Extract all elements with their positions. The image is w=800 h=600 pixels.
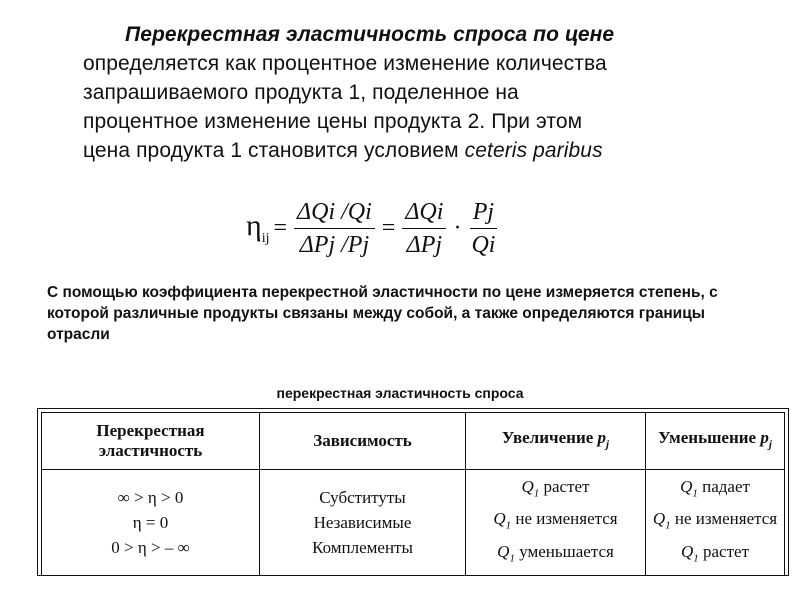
decrease-row-2: $Q_1$ не изменяется bbox=[652, 509, 778, 532]
header-dependency: Зависимость bbox=[260, 413, 466, 470]
table-caption: перекрестная эластичность спроса bbox=[276, 385, 524, 401]
fraction-3-denominator: Qi bbox=[471, 231, 496, 258]
fraction-1-denominator: ΔPj /Pj bbox=[299, 231, 370, 258]
formula-fraction-1 bbox=[294, 198, 375, 259]
cell-dependency bbox=[260, 470, 466, 576]
intro-line-lead bbox=[83, 20, 783, 49]
table-header-row bbox=[42, 413, 785, 470]
elasticity-formula bbox=[246, 188, 546, 268]
fraction-3-numerator: Pj bbox=[470, 198, 497, 229]
formula-equals-2: = bbox=[381, 214, 396, 241]
decrease-row-3: $Q_1$ растет bbox=[680, 541, 750, 565]
ceteris-paribus: ceteris paribus bbox=[464, 139, 603, 162]
formula-eta: $\eta_{ij}$ bbox=[246, 209, 270, 246]
header-increase: Увеличение $p_j$ bbox=[466, 413, 646, 470]
formula-dot: · bbox=[453, 214, 462, 241]
intro-line-3: процентное изменение цены продукта 2. При этом bbox=[83, 110, 583, 133]
elasticity-table-frame bbox=[37, 408, 789, 576]
intro-line-4 bbox=[83, 136, 783, 165]
header-increase-p: $p_j$ bbox=[597, 427, 610, 451]
header-decrease-p: $p_j$ bbox=[760, 427, 772, 451]
formula-equals-1: = bbox=[273, 214, 288, 241]
dependency-row-1: Субституты bbox=[319, 488, 406, 508]
intro-line-4-text: цена продукта 1 становится условием bbox=[83, 139, 459, 162]
elasticity-row-1: ∞ > η > 0 bbox=[117, 488, 184, 508]
elasticity-row-2: η = 0 bbox=[132, 513, 169, 533]
fraction-1-numerator: ΔQi /Qi bbox=[294, 198, 375, 229]
elasticity-row-3: 0 > η > – ∞ bbox=[111, 538, 190, 558]
elasticity-table bbox=[41, 412, 785, 576]
dependency-row-2: Независимые bbox=[313, 513, 412, 533]
note-paragraph: С помощью коэффициента перекрестной эластичности по цене измеряется степень, с которой различные продукты связаны между собой, а также определяются границы отрасли bbox=[47, 284, 718, 343]
header-elasticity: Перекрестная эластичность bbox=[42, 413, 260, 470]
fraction-2-numerator: ΔQi bbox=[402, 198, 446, 229]
cell-elasticity bbox=[42, 470, 260, 576]
increase-row-1: $Q_1$ растет bbox=[521, 477, 590, 500]
decrease-row-1: $Q_1$ падает bbox=[680, 477, 750, 500]
formula-fraction-2 bbox=[402, 198, 446, 259]
intro-paragraph bbox=[83, 20, 783, 165]
fraction-2-denominator: ΔPj bbox=[406, 231, 443, 258]
increase-row-3: $Q_1$ уменьшается bbox=[497, 541, 614, 565]
intro-line-1: определяется как процентное изменение количества bbox=[83, 52, 607, 75]
formula-fraction-3 bbox=[468, 198, 498, 259]
cell-decrease bbox=[646, 470, 785, 576]
term-heading: Перекрестная эластичность спроса по цене bbox=[125, 23, 615, 46]
increase-row-2: $Q_1$ не изменяется bbox=[493, 509, 618, 532]
cell-increase bbox=[466, 470, 646, 576]
header-decrease: Уменьшение $p_j$ bbox=[646, 413, 785, 470]
table-body-row bbox=[42, 470, 785, 576]
intro-line-2: запрашиваемого продукта 1, поделенное на bbox=[83, 81, 519, 104]
dependency-row-3: Комплементы bbox=[312, 538, 413, 558]
formula-eta-sub: ij bbox=[261, 231, 270, 246]
